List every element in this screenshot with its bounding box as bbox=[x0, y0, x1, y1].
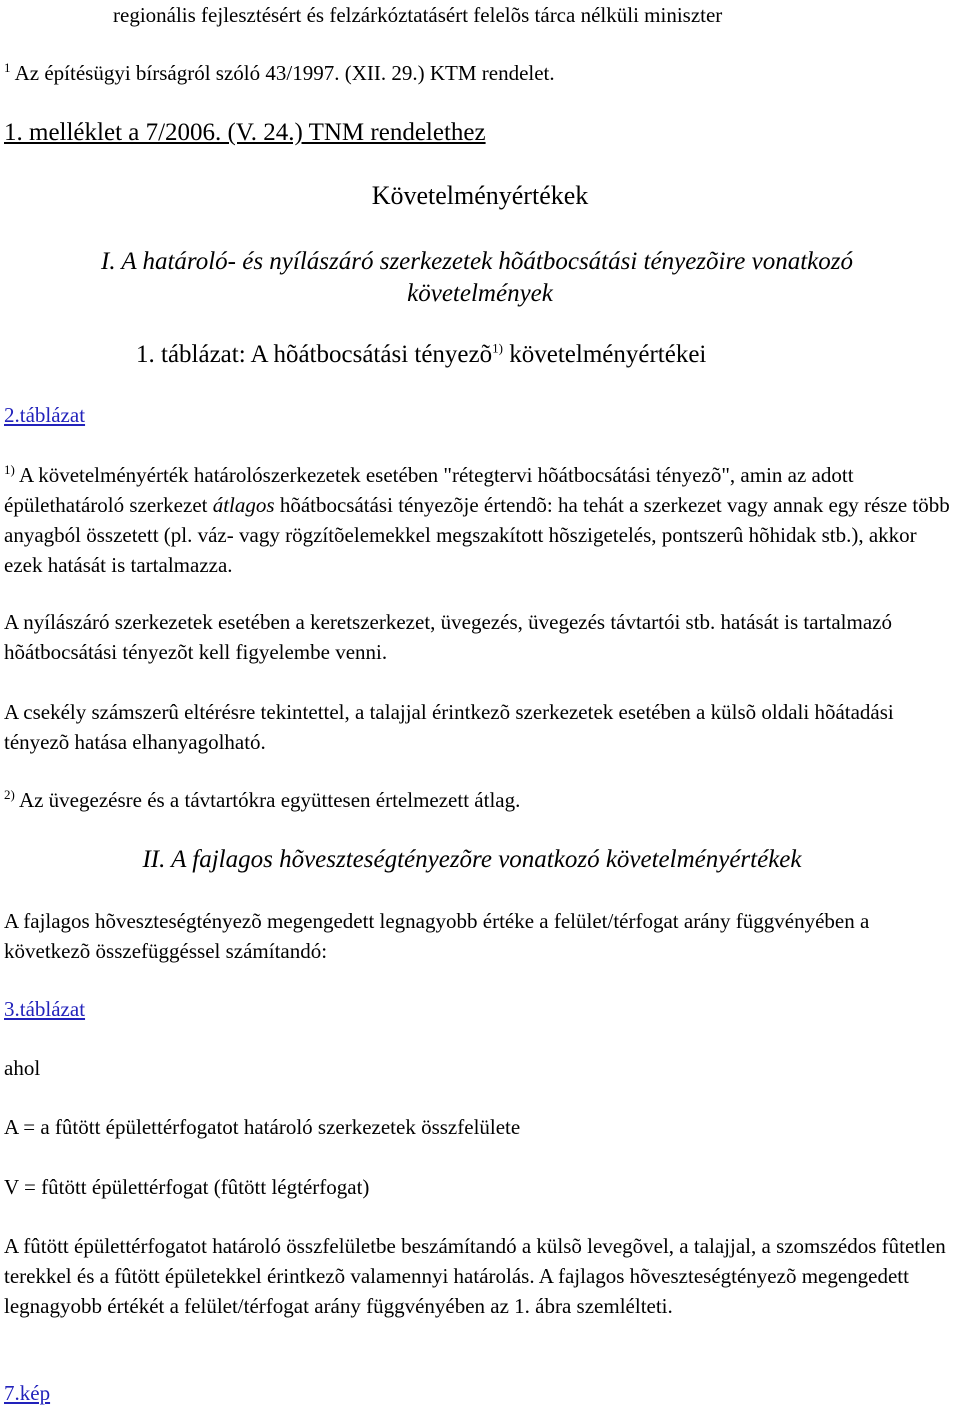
note2-mark: 2) bbox=[4, 787, 15, 802]
table3-link[interactable]: 3.táblázat bbox=[4, 997, 86, 1021]
section2-title: II. A fajlagos hõveszteségtényezõre vonatkozó követelményértékek bbox=[142, 846, 802, 873]
note2-paragraph bbox=[4, 785, 520, 815]
table1-caption bbox=[136, 340, 706, 370]
note1-paragraph bbox=[4, 460, 959, 580]
footnote-top bbox=[4, 58, 555, 88]
where-word: ahol bbox=[4, 1056, 41, 1080]
definition-a: A = a fûtött épülettérfogatot határoló szerkezetek összfelülete bbox=[4, 1115, 521, 1139]
footnote-mark: 1 bbox=[4, 60, 11, 75]
section1-title-line1: I. A határoló- és nyílászáró szerkezetek hõátbocsátási tényezõire vonatkozó bbox=[101, 248, 853, 275]
table1-caption-sup: 1) bbox=[492, 340, 503, 356]
definition-v: V = fûtött épülettérfogat (fûtött légtérfogat) bbox=[4, 1175, 370, 1199]
table1-caption-text: 1. táblázat: A hõátbocsátási tényezõ bbox=[136, 341, 493, 368]
window-paragraph: A nyílászáró szerkezetek esetében a keretszerkezet, üvegezés, üvegezés távtartói stb. hatását is tartalmazó hõátbocsátási tényezõt kell figyelembe venni. bbox=[4, 610, 892, 664]
ground-paragraph: A csekély számszerû eltérésre tekintettel, a talajjal érintkezõ szerkezetek esetében a külsõ oldali hõátadási tényezõ hatása elhanyagolható. bbox=[4, 700, 894, 754]
surface-paragraph: A fûtött épülettérfogatot határoló összfelületbe beszámítandó a külsõ levegõvel, a talajjal, a szomszédos fûtetlen terekkel és a fûtött épületekkel érintkezõ valamennyi határolás. A fajlagos hõveszteségtényezõ megengedett legnagyobb értékét a felület/térfogat arány függvényében az 1. ábra szemlélteti. bbox=[4, 1234, 946, 1318]
formula-paragraph: A fajlagos hõveszteségtényezõ megengedett legnagyobb értéke a felület/térfogat arány függvényében a következõ összefüggéssel számítandó: bbox=[4, 909, 870, 963]
figure7-link[interactable]: 7.kép bbox=[4, 1381, 51, 1405]
table1-caption-end: követelményértékei bbox=[509, 341, 707, 368]
note1-emphasis: átlagos bbox=[212, 493, 275, 517]
note1-mark: 1) bbox=[4, 462, 15, 477]
annex-link[interactable]: 1. melléklet a 7/2006. (V. 24.) TNM rendelethez bbox=[4, 119, 486, 146]
heading-main: Követelményértékek bbox=[371, 181, 589, 210]
section1-title-line2: követelmények bbox=[407, 280, 553, 307]
note1-text-b: hõátbocsátási tényezõje értendõ: ha tehát a szerkezet vagy annak egy része több anyagból összetett (pl. váz- vagy rögzítõelemekkel megszakított hõszigetelés, pontszerû hõhidak stb.), akkor ezek hatását is tartalmazza. bbox=[4, 493, 950, 577]
note1-text-a: A követelményérték határolószerkezetek esetében "rétegtervi hõátbocsátási tényezõ", amin az adott épülethatároló szerkezet bbox=[4, 463, 854, 517]
note2-text: Az üvegezésre és a távtartókra együttesen értelmezett átlag. bbox=[18, 788, 521, 812]
minister-line: regionális fejlesztésért és felzárkóztatásért felelõs tárca nélküli miniszter bbox=[113, 3, 723, 27]
table2-link[interactable]: 2.táblázat bbox=[4, 403, 86, 427]
footnote-text: Az építésügyi bírságról szóló 43/1997. (XII. 29.) KTM rendelet. bbox=[14, 61, 555, 85]
